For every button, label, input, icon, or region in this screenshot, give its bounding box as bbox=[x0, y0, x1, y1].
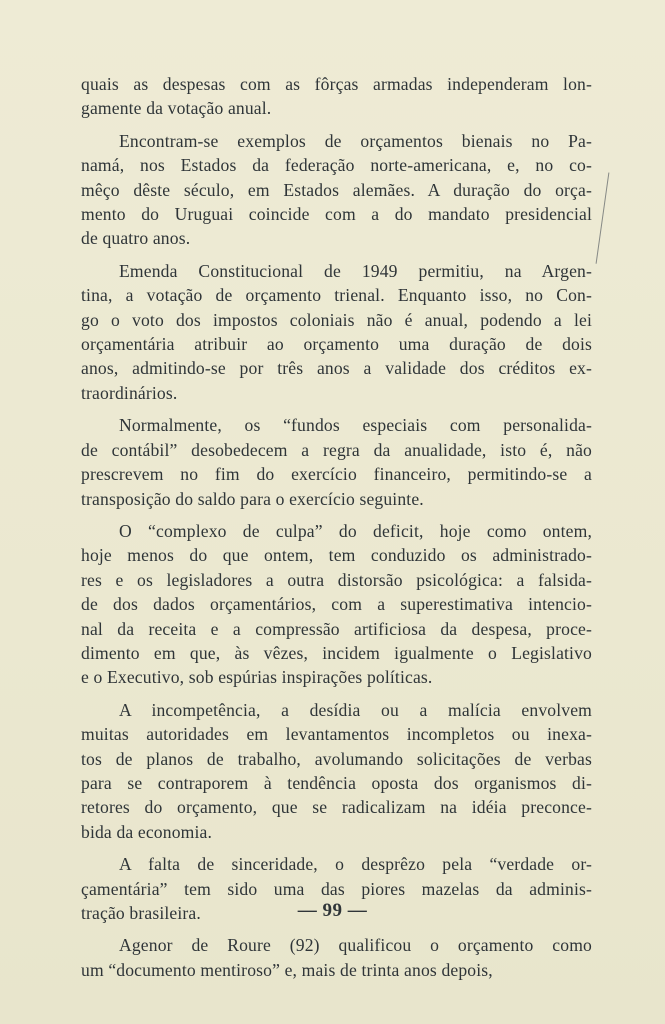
text-line: de contábil” desobedecem a regra da anualidade, isto é, não bbox=[81, 439, 592, 460]
text-line: Encontram-se exemplos de orçamentos bienais no Pa- bbox=[119, 130, 592, 151]
text-line: muitas autoridades em levantamentos incompletos ou inexa- bbox=[81, 724, 592, 745]
text-line: Normalmente, os “fundos especiais com personalida- bbox=[119, 415, 592, 436]
paragraph bbox=[81, 519, 592, 690]
paragraph bbox=[81, 129, 592, 251]
text-line: mêço dêste século, em Estados alemães. A duração do orça- bbox=[81, 179, 592, 200]
text-line: A falta de sinceridade, o desprêzo pela “verdade or- bbox=[119, 854, 592, 875]
text-line: de dos dados orçamentários, com a superestimativa intencio- bbox=[81, 594, 592, 615]
paragraph bbox=[81, 259, 592, 405]
text-line: transposição do saldo para o exercício seguinte. bbox=[81, 488, 424, 509]
paragraph bbox=[81, 72, 592, 121]
paragraph bbox=[81, 933, 592, 982]
text-line: çamentária” tem sido uma das piores mazelas da adminis- bbox=[81, 878, 592, 899]
page-number: — 99 — bbox=[297, 900, 368, 921]
text-line: e o Executivo, sob espúrias inspirações políticas. bbox=[81, 667, 433, 688]
text-line: tina, a votação de orçamento trienal. Enquanto isso, no Con- bbox=[81, 285, 592, 306]
text-line: Agenor de Roure (92) qualificou o orçamento como bbox=[119, 935, 592, 956]
margin-pencil-mark bbox=[594, 172, 610, 264]
text-line: dimento em que, às vêzes, incidem igualmente o Legislativo bbox=[81, 642, 592, 663]
text-line: go o voto dos impostos coloniais não é anual, podendo a lei bbox=[81, 309, 592, 330]
text-line: bida da economia. bbox=[81, 821, 213, 842]
text-line: quais as despesas com as fôrças armadas independeram lon- bbox=[81, 74, 592, 94]
text-line: anos, admitindo-se por três anos a validade dos créditos ex- bbox=[81, 358, 592, 379]
paragraph bbox=[81, 698, 592, 844]
text-line: de quatro anos. bbox=[81, 228, 191, 249]
text-line: res e os legisladores a outra distorsão psicológica: a falsida- bbox=[81, 569, 592, 590]
text-line: tração brasileira. bbox=[81, 903, 201, 923]
body-text bbox=[81, 72, 592, 990]
text-line: namá, nos Estados da federação norte-americana, e, no co- bbox=[81, 155, 592, 176]
text-line: para se contraporem à tendência oposta dos organismos di- bbox=[81, 772, 592, 793]
paragraph bbox=[81, 413, 592, 511]
text-line: Emenda Constitucional de 1949 permitiu, na Argen- bbox=[119, 260, 592, 281]
text-line: O “complexo de culpa” do deficit, hoje como ontem, bbox=[119, 520, 592, 541]
text-line: mento do Uruguai coincide com a do mandato presidencial bbox=[81, 204, 592, 225]
text-line: orçamentária atribuir ao orçamento uma duração de dois bbox=[81, 334, 592, 355]
text-line: tos de planos de trabalho, avolumando solicitações de verbas bbox=[81, 748, 592, 769]
text-line: gamente da votação anual. bbox=[81, 98, 272, 119]
text-line: prescrevem no fim do exercício financeiro, permitindo-se a bbox=[81, 464, 592, 485]
text-line: A incompetência, a desídia ou a malícia envolvem bbox=[119, 699, 592, 720]
text-line: hoje menos do que ontem, tem conduzido os administrado- bbox=[81, 545, 592, 566]
text-line: retores do orçamento, que se radicalizam na idéia preconce- bbox=[81, 797, 592, 818]
text-line: um “documento mentiroso” e, mais de trinta anos depois, bbox=[81, 959, 493, 980]
text-line: nal da receita e a compressão artificiosa da despesa, proce- bbox=[81, 618, 592, 639]
text-line: traordinários. bbox=[81, 382, 178, 403]
